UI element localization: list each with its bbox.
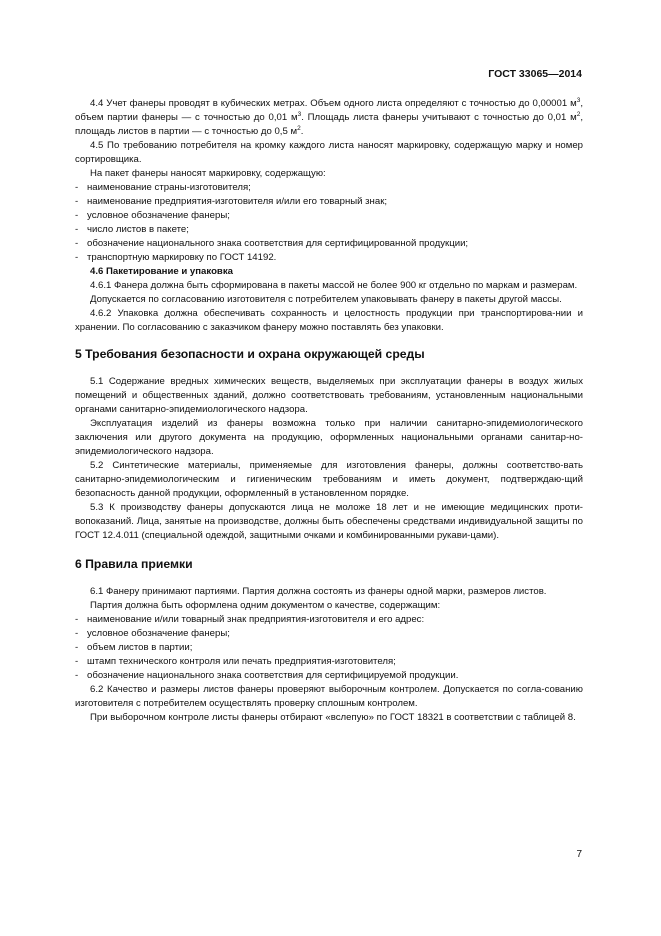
document-code: ГОСТ 33065—2014 (488, 68, 582, 80)
para-5-1: 5.1 Содержание вредных химических веществ, выделяемых при эксплуатации фанеры в воздух жилых помещений и общественных зданий, должно соответствовать требованиям, установленным национальными органами санитарно-эпидемиологического надзора. (75, 376, 583, 415)
para-6-1: 6.1 Фанеру принимают партиями. Партия должна состоять из фанеры одной марки, размеров листов. (90, 586, 547, 597)
para-5-2: 5.2 Синтетические материалы, применяемые для изготовления фанеры, должны соответство-вать санитарно-эпидемиологическим и гигиеническим требованиям и иметь документ, подтверждаю-щий безопасность данной продукции, оформленный в установленном порядке. (75, 460, 583, 499)
subsection-title-4-6: 4.6 Пакетирование и упаковка (90, 266, 233, 277)
para-6-1-b: Партия должна быть оформлена одним документом о качестве, содержащим: (90, 600, 441, 611)
page-number: 7 (576, 849, 582, 860)
list-item: - штамп технического контроля или печать предприятия-изготовителя; (75, 656, 396, 667)
list-item: - условное обозначение фанеры; (75, 628, 230, 639)
list-item: - обозначение национального знака соответствия для сертифицированной продукции; (75, 238, 469, 249)
para-6-2: 6.2 Качество и размеры листов фанеры проверяют выборочным контролем. Допускается по согла-сованию изготовителя с потребителем осуществлять проверку сплошным контролем. (75, 684, 583, 709)
list-package-marking (75, 181, 583, 265)
page-content (75, 97, 583, 725)
section-title-6: 6 Правила приемки (75, 557, 193, 571)
para-4-6-1: 4.6.1 Фанера должна быть сформирована в пакеты массой не более 900 кг отдельно по маркам и размерам. (90, 280, 578, 291)
list-item: - наименование предприятия-изготовителя и/или его товарный знак; (75, 196, 388, 207)
para-4-6-2: 4.6.2 Упаковка должна обеспечивать сохранность и целостность продукции при транспортирова-нии и хранении. По согласованию с заказчиком фанеру можно поставлять без упаковки. (75, 308, 583, 333)
para-5-3: 5.3 К производству фанеры допускаются лица не моложе 18 лет и не имеющие медицинских проти-вопоказаний. Лица, занятые на производстве, должны быть обеспечены средствами индивидуальной защиты по ГОСТ 12.4.011 (специальной одеждой, защитными очками и комбинированными рукави-цами). (75, 502, 583, 541)
para-4-4: 4.4 Учет фанеры проводят в кубических метрах. Объем одного листа определяют с точностью до 0,00001 $м^3$, объем партии фанеры — с точностью до 0,01 $м^3$. Площадь листа фанеры учитывают с точностью до 0,01 $м^2$, площадь листов в партии — с точностью до 0,5 $м^2$. (75, 96, 583, 137)
para-5-1-b: Эксплуатация изделий из фанеры возможна только при наличии санитарно-эпидемиологического заключения или другого документа на продукцию, оформленных национальными органами санитар-но-эпидемиологического надзора. (75, 418, 583, 457)
para-4-6-1-b: Допускается по согласованию изготовителя с потребителем упаковывать фанеру в пакеты другой массы. (90, 294, 562, 305)
list-item: - наименование и/или товарный знак предприятия-изготовителя и его адрес: (75, 614, 425, 625)
list-quality-document (75, 613, 583, 683)
list-item: - число листов в пакете; (75, 224, 189, 235)
para-6-2-b: При выборочном контроле листы фанеры отбирают «вслепую» по ГОСТ 18321 в соответствии с таблицей 8. (90, 712, 576, 723)
list-item: - обозначение национального знака соответствия для сертифицируемой продукции. (75, 670, 459, 681)
para-4-5: 4.5 По требованию потребителя на кромку каждого листа наносят маркировку, содержащую марку и номер сортировщика. (75, 140, 583, 165)
list-item: - транспортную маркировку по ГОСТ 14192. (75, 252, 277, 263)
list-item: - объем листов в партии; (75, 642, 193, 653)
para-4-5-package: На пакет фанеры наносят маркировку, содержащую: (90, 168, 326, 179)
section-title-5: 5 Требования безопасности и охрана окружающей среды (75, 347, 425, 361)
list-item: - наименование страны-изготовителя; (75, 182, 251, 193)
list-item: - условное обозначение фанеры; (75, 210, 230, 221)
